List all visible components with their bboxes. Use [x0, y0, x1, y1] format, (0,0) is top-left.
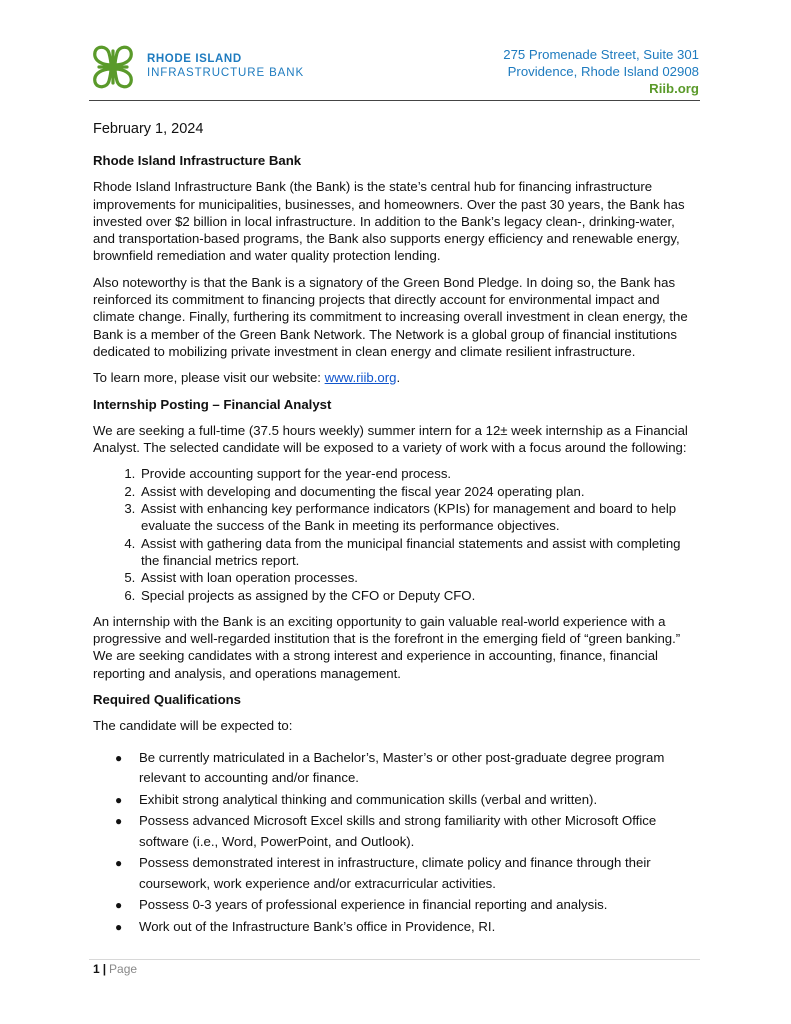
logo-line-2: INFRASTRUCTURE BANK: [147, 67, 305, 79]
learn-more-prefix: To learn more, please visit our website:: [93, 370, 325, 386]
qualifications-heading: Required Qualifications: [93, 692, 242, 708]
org-heading: Rhode Island Infrastructure Bank: [93, 153, 302, 168]
task-list: [93, 465, 698, 603]
clover-logo-icon: [89, 43, 137, 91]
logo-line-1: RHODE ISLAND: [147, 53, 242, 65]
website-link[interactable]: www.riib.org: [324, 370, 397, 386]
list-item: [93, 853, 698, 894]
learn-more-line: [93, 369, 698, 386]
qualifications-intro: The candidate will be expected to:: [93, 718, 293, 734]
list-item: 2. Assist with developing and documenting the fiscal year 2024 operating plan.: [139, 483, 698, 500]
list-item: 6. Special projects as assigned by the CFO or Deputy CFO.: [139, 587, 698, 604]
list-item-text: Be currently matriculated in a Bachelor’s, Master’s or other post-graduate degree program relevant to accounting and/or finance.: [139, 749, 665, 786]
list-item-text: Exhibit strong analytical thinking and communication skills (verbal and written).: [139, 791, 598, 807]
bullet-icon: ●: [115, 856, 123, 871]
list-item: [93, 811, 698, 852]
header-address: [503, 46, 699, 97]
list-item: [93, 895, 698, 916]
list-item: 4. Assist with gathering data from the municipal financial statements and assist with completing the financial metrics report.: [139, 535, 698, 570]
riib-logo: [89, 43, 309, 91]
page-footer: [93, 962, 137, 976]
list-item: [93, 748, 698, 789]
footer-divider: [89, 959, 700, 960]
letter-date: February 1, 2024: [93, 121, 204, 137]
bullet-icon: ●: [115, 919, 123, 934]
address-line-1: 275 Promenade Street, Suite 301: [503, 47, 699, 62]
page-number: 1: [93, 962, 100, 976]
header-website: Riib.org: [649, 81, 699, 96]
list-item-text: Possess demonstrated interest in infrastructure, climate policy and finance through their coursework, work experience and/or extracurricular activities.: [139, 855, 651, 891]
list-item-text: Possess 0-3 years of professional experience in financial reporting and analysis.: [139, 897, 608, 913]
intro-paragraph: Rhode Island Infrastructure Bank (the Bank) is the state’s central hub for financing infrastructure improvements for municipalities, businesses, and homeowners. Over the past 30 years, the Bank has invested over $2 billion in local infrastructure. In addition to the Bank’s legacy clean-, drinking-water, and transportation-based programs, the Bank also supports energy efficiency and renewable energy, brownfield remediation and water quality protection lending.: [93, 179, 685, 264]
logo-wordmark: [147, 52, 304, 80]
posting-paragraph: We are seeking a full-time (37.5 hours weekly) summer intern for a 12± week internship as a Financial Analyst. The selected candidate will be exposed to a variety of work with a focus around the following:: [93, 422, 688, 456]
opportunity-paragraph: An internship with the Bank is an exciting opportunity to gain valuable real-world experience with a progressive and well-regarded institution that is the forefront in the emerging field of “green banking.” We are seeking candidates with a strong interest and experience in accounting, finance, financial reporting and analysis, and operations management.: [93, 613, 681, 681]
learn-more-suffix: .: [396, 370, 401, 386]
page-label: Page: [109, 962, 138, 976]
list-item: 5. Assist with loan operation processes.: [139, 569, 698, 586]
address-line-2: Providence, Rhode Island 02908: [507, 64, 699, 79]
green-bank-paragraph: Also noteworthy is that the Bank is a signatory of the Green Bond Pledge. In doing so, the Bank has reinforced its commitment to financing projects that directly account for environmental impact and climate change. Finally, furthering its commitment to increasing overall investment in clean energy, the Bank is a member of the Green Bank Network. The Network is a global group of financial institutions dedicated to mobilizing private investment in clean energy and climate resilient infrastructure.: [93, 274, 688, 359]
bullet-icon: ●: [115, 792, 123, 807]
qualifications-list: [93, 748, 698, 938]
list-item: [93, 917, 698, 938]
posting-heading: Internship Posting – Financial Analyst: [93, 396, 332, 412]
list-item: [93, 790, 698, 811]
list-item: 1. Provide accounting support for the year-end process.: [139, 465, 698, 482]
list-item-text: Work out of the Infrastructure Bank’s office in Providence, RI.: [139, 918, 496, 934]
bullet-icon: ●: [115, 898, 123, 913]
footer-separator: |: [102, 962, 107, 976]
list-item-text: Possess advanced Microsoft Excel skills and strong familiarity with other Microsoft Office software (i.e., Word, PowerPoint, and Outlook).: [139, 813, 657, 849]
bullet-icon: ●: [115, 814, 123, 829]
bullet-icon: ●: [115, 750, 123, 765]
list-item: 3. Assist with enhancing key performance indicators (KPIs) for management and board to help evaluate the success of the Bank in meeting its performance objectives.: [139, 500, 698, 535]
header-divider: [89, 100, 700, 101]
letter-body: [93, 120, 698, 938]
